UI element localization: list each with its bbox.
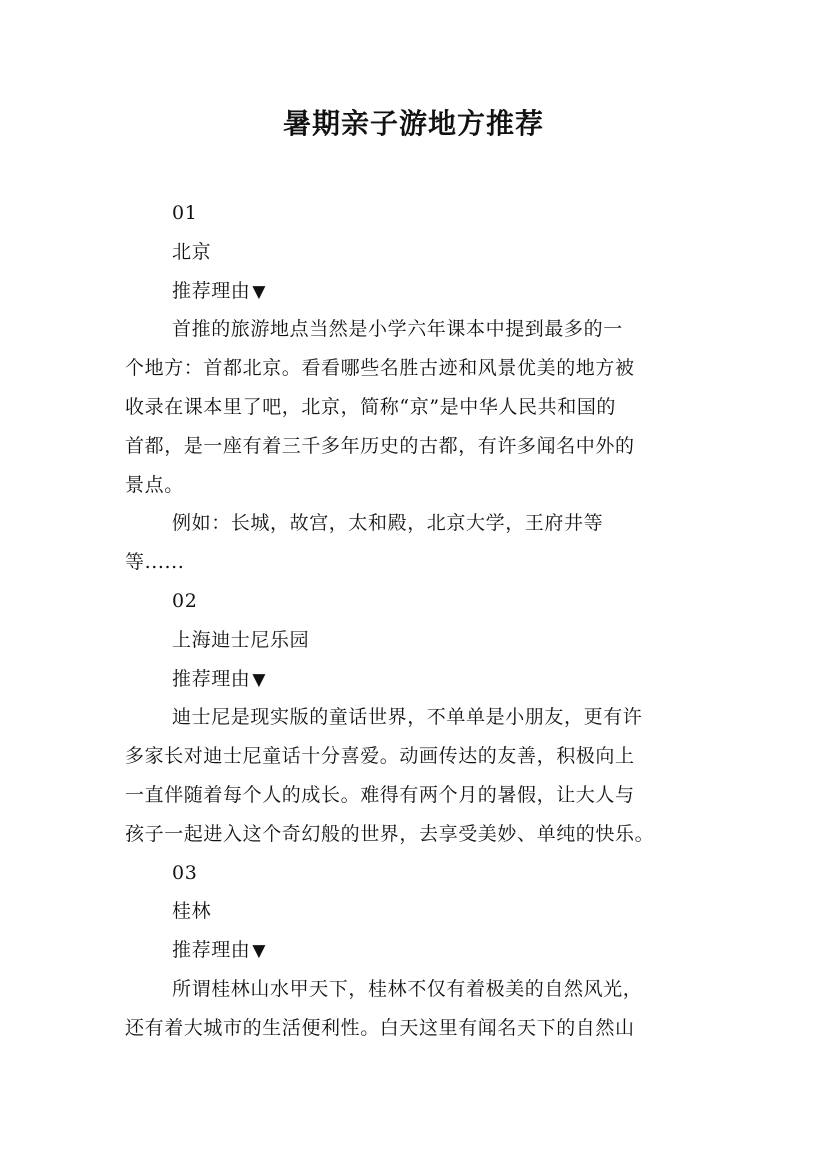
reason-label: 推荐理由 <box>172 939 251 962</box>
section-place: 桂林 <box>172 900 212 923</box>
reason-heading <box>125 931 705 970</box>
document-title: 暑期亲子游地方推荐 <box>282 107 544 140</box>
document-body <box>125 194 705 1048</box>
reason-label: 推荐理由 <box>172 279 251 302</box>
triangle-down-icon: ▼ <box>252 669 267 690</box>
paragraph-line: 等...... <box>125 551 185 574</box>
paragraph-line: 首都，是一座有着三千多年历史的古都，有许多闻名中外的 <box>125 434 635 457</box>
paragraph-line: 一直伴随着每个人的成长。难得有两个月的暑假，让大人与 <box>125 783 635 806</box>
paragraph-line: 孩子一起进入这个奇幻般的世界，去享受美妙、单纯的快乐。 <box>125 822 655 845</box>
paragraph-line: 多家长对迪士尼童话十分喜爱。动画传达的友善，积极向上 <box>125 745 635 768</box>
paragraph-line: 个地方：首都北京。看看哪些名胜古迹和风景优美的地方被 <box>125 357 635 380</box>
paragraph-line: 首推的旅游地点当然是小学六年课本中提到最多的一 <box>172 318 623 341</box>
paragraph-line: 景点。 <box>125 473 184 496</box>
section-number: 01 <box>172 202 198 224</box>
triangle-down-icon: ▼ <box>252 281 267 302</box>
reason-heading <box>125 272 705 311</box>
paragraph-line: 收录在课本里了吧，北京，简称“京”是中华人民共和国的 <box>125 395 617 418</box>
reason-heading <box>125 660 705 699</box>
section-number: 02 <box>172 589 198 612</box>
paragraph-line: 迪士尼是现实版的童话世界，不单单是小朋友，更有许 <box>172 706 643 729</box>
paragraph-line: 还有着大城市的生活便利性。白天这里有闻名天下的自然山 <box>125 1016 635 1039</box>
section-number: 03 <box>172 861 198 884</box>
section-place: 上海迪士尼乐园 <box>172 628 310 651</box>
paragraph-line: 例如：长城，故宫，太和殿，北京大学，王府井等 <box>172 512 604 535</box>
triangle-down-icon: ▼ <box>252 941 267 962</box>
section-place: 北京 <box>172 240 212 263</box>
reason-label: 推荐理由 <box>172 667 251 690</box>
paragraph-line: 所谓桂林山水甲天下，桂林不仅有着极美的自然风光， <box>172 977 643 1000</box>
